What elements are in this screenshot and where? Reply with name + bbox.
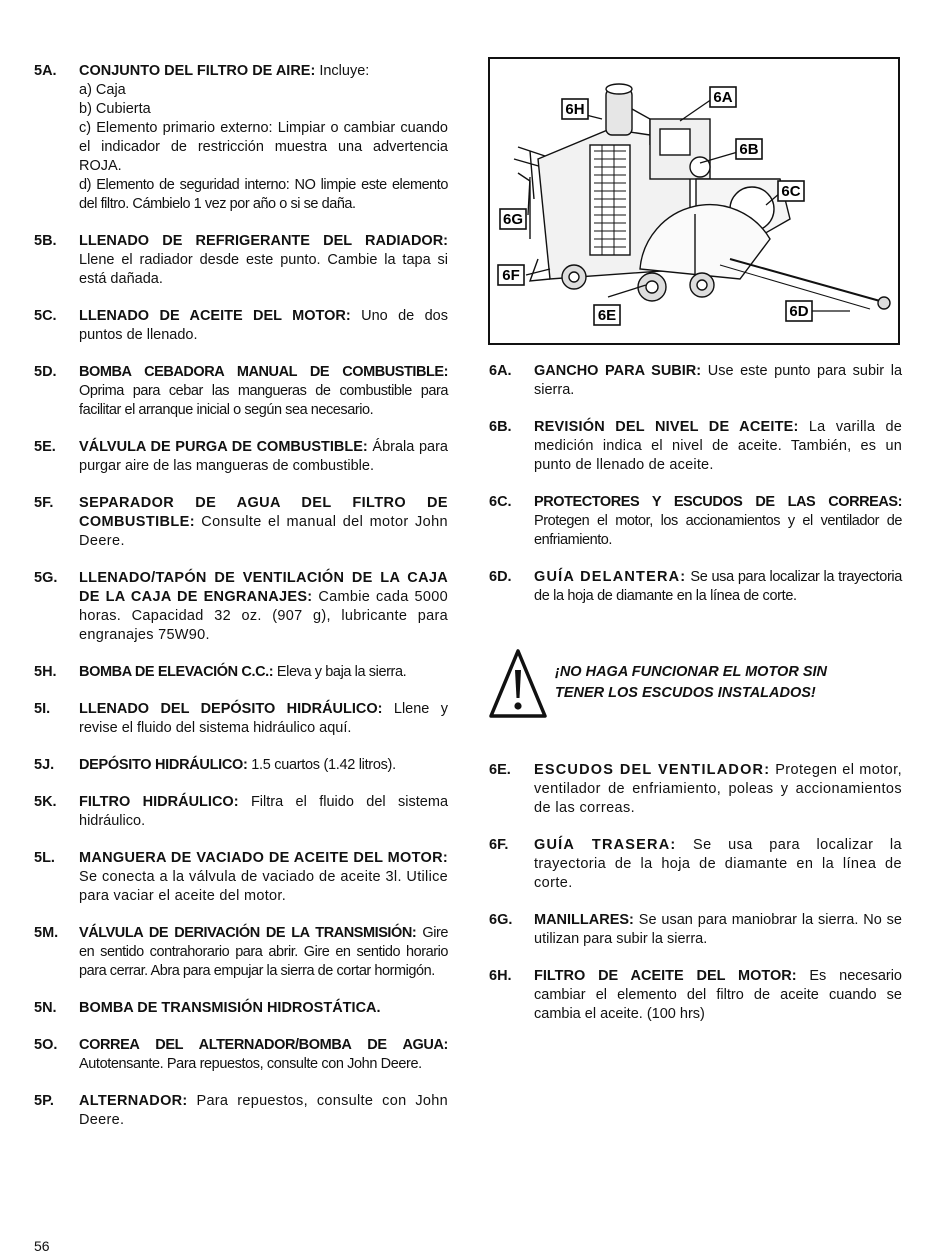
entry-subline: a) Caja bbox=[79, 82, 126, 98]
entry-title: LLENADO/TAPÓN DE VENTILACIÓN DE LA CAJA DE LA CAJA DE ENGRANAJES: bbox=[79, 570, 448, 605]
entry-code: 5K. bbox=[34, 794, 57, 810]
entry-5f bbox=[34, 494, 448, 551]
entry-text: Eleva y baja la sierra. bbox=[276, 664, 407, 680]
warning-triangle-icon bbox=[488, 648, 548, 720]
warning-line-2: TENER LOS ESCUDOS INSTALADOS! bbox=[555, 685, 816, 701]
entry-title: ALTERNADOR: bbox=[79, 1093, 188, 1109]
entry-subline: d) Elemento de seguridad interno: NO limpie este elemento del filtro. Cámbielo 1 vez por año o si se daña. bbox=[79, 177, 448, 212]
entry-title: GANCHO PARA SUBIR: bbox=[534, 363, 702, 379]
entry-title: PROTECTORES Y ESCUDOS DE LAS CORREAS: bbox=[534, 494, 902, 510]
entry-code: 5L. bbox=[34, 850, 55, 866]
entry-title: CORREA DEL ALTERNADOR/BOMBA DE AGUA: bbox=[79, 1037, 448, 1053]
page-number: 56 bbox=[34, 1238, 50, 1254]
entry-subline: c) Elemento primario externo: Limpiar o cambiar cuando el indicador de restricción muestra una advertencia ROJA. bbox=[79, 120, 448, 174]
entry-code: 5A. bbox=[34, 63, 57, 79]
entry-6d bbox=[489, 568, 902, 606]
entry-text: Uno de dos puntos de llenado. bbox=[79, 308, 449, 343]
entry-text: Llene el radiador desde este punto. Cambie la tapa si está dañada. bbox=[79, 252, 448, 287]
entry-6c bbox=[489, 493, 902, 550]
entry-5l bbox=[34, 849, 448, 906]
entry-title: FILTRO HIDRÁULICO: bbox=[79, 794, 239, 810]
entry-code: 5D. bbox=[34, 364, 57, 380]
entry-5m bbox=[34, 924, 448, 981]
entry-text: Ábrala para purgar aire de las mangueras de combustible. bbox=[79, 439, 448, 474]
entry-code: 5F. bbox=[34, 495, 54, 511]
entry-title: SEPARADOR DE AGUA DEL FILTRO DE COMBUSTIBLE: bbox=[79, 495, 448, 530]
entry-code: 5M. bbox=[34, 925, 59, 941]
entry-text: Gire en sentido contrahorario para abrir. Gire en sentido horario para cerrar. Abra para empujar la sierra de cortar hormigón. bbox=[79, 925, 448, 979]
entry-text: 1.5 cuartos (1.42 litros). bbox=[251, 757, 396, 773]
callout-6a-label: 6A bbox=[713, 89, 733, 106]
entry-title: VÁLVULA DE DERIVACIÓN DE LA TRANSMISIÓN: bbox=[79, 925, 417, 941]
left-column bbox=[34, 62, 448, 1148]
entry-text: Llene y revise el fluido del sistema hidráulico aquí. bbox=[79, 701, 449, 736]
entry-text: Protegen el motor, los accionamientos y el ventilador de enfriamiento. bbox=[534, 513, 902, 548]
right-column-lower bbox=[489, 761, 902, 1042]
entry-title: REVISIÓN DEL NIVEL DE ACEITE: bbox=[534, 419, 799, 435]
entry-code: 6E. bbox=[489, 762, 511, 778]
entry-text: Autotensante. Para repuestos, consulte con John Deere. bbox=[79, 1056, 422, 1072]
entry-code: 5P. bbox=[34, 1093, 54, 1109]
callout-6e-label: 6E bbox=[597, 307, 617, 324]
entry-text: Filtra el fluido del sistema hidráulico. bbox=[79, 794, 449, 829]
entry-6g bbox=[489, 911, 902, 949]
entry-code: 6G. bbox=[489, 912, 513, 928]
entry-5c bbox=[34, 307, 448, 345]
entry-title: MANGUERA DE VACIADO DE ACEITE DEL MOTOR: bbox=[79, 850, 448, 866]
entry-code: 6F. bbox=[489, 837, 509, 853]
warning-text bbox=[555, 662, 895, 704]
entry-code: 5J. bbox=[34, 757, 55, 773]
entry-title: DEPÓSITO HIDRÁULICO: bbox=[79, 757, 248, 773]
entry-title: LLENADO DE REFRIGERANTE DEL RADIADOR: bbox=[79, 233, 448, 249]
entry-text: Protegen el motor, ventilador de enfriamiento, poleas y accionamientos de las correas. bbox=[534, 762, 902, 816]
entry-title: CONJUNTO DEL FILTRO DE AIRE: bbox=[79, 63, 316, 79]
entry-code: 6B. bbox=[489, 419, 512, 435]
entry-5b bbox=[34, 232, 448, 289]
entry-text: Cambie cada 5000 horas. Capacidad 32 oz. (907 g), lubricante para engranajes 75W90. bbox=[79, 589, 448, 643]
entry-title: BOMBA CEBADORA MANUAL DE COMBUSTIBLE: bbox=[79, 364, 448, 380]
entry-code: 5E. bbox=[34, 439, 56, 455]
entry-6a bbox=[489, 362, 902, 400]
entry-6h bbox=[489, 967, 902, 1024]
entry-code: 5H. bbox=[34, 664, 57, 680]
entry-code: 6D. bbox=[489, 569, 512, 585]
entry-5d bbox=[34, 363, 448, 420]
entry-text: Oprima para cebar las mangueras de combustible para facilitar el arranque inicial o según sea necesario. bbox=[79, 383, 448, 418]
entry-text: Para repuestos, consulte con John Deere. bbox=[79, 1093, 448, 1128]
entry-code: 6C. bbox=[489, 494, 512, 510]
entry-title: LLENADO DE ACEITE DEL MOTOR: bbox=[79, 308, 351, 324]
entry-text: La varilla de medición indica el nivel de aceite. También, es un punto de llenado de aceite. bbox=[534, 419, 902, 473]
callout-6g-label: 6G bbox=[502, 211, 524, 228]
entry-text: Se usa para localizar la trayectoria de la hoja de diamante en la línea de corte. bbox=[534, 569, 903, 604]
entry-subline: b) Cubierta bbox=[79, 101, 151, 117]
saw-diagram bbox=[490, 59, 898, 343]
entry-6f bbox=[489, 836, 902, 893]
entry-title: GUÍA DELANTERA: bbox=[534, 569, 687, 585]
entry-code: 5I. bbox=[34, 701, 51, 717]
entry-5g bbox=[34, 569, 448, 645]
entry-code: 5G. bbox=[34, 570, 58, 586]
entry-text: Use este punto para subir la sierra. bbox=[534, 363, 903, 398]
entry-6b bbox=[489, 418, 902, 475]
entry-code: 6H. bbox=[489, 968, 512, 984]
entry-5e bbox=[34, 438, 448, 476]
entry-title: GUÍA TRASERA: bbox=[534, 837, 677, 853]
callout-6f-label: 6F bbox=[502, 267, 520, 284]
entry-5h bbox=[34, 663, 448, 682]
entry-code: 6A. bbox=[489, 363, 512, 379]
callout-6d-label: 6D bbox=[789, 303, 809, 320]
entry-title: ESCUDOS DEL VENTILADOR: bbox=[534, 762, 771, 778]
entry-5k bbox=[34, 793, 448, 831]
entry-6e bbox=[489, 761, 902, 818]
entry-code: 5N. bbox=[34, 1000, 57, 1016]
entry-5p bbox=[34, 1092, 448, 1130]
warning-box bbox=[488, 648, 902, 723]
entry-text: Incluye: bbox=[319, 63, 370, 79]
entry-5n bbox=[34, 999, 448, 1018]
entry-title: BOMBA DE TRANSMISIÓN HIDROSTÁTICA. bbox=[79, 1000, 381, 1016]
entry-title: VÁLVULA DE PURGA DE COMBUSTIBLE: bbox=[79, 439, 368, 455]
entry-text: Se conecta a la válvula de vaciado de aceite 3l. Utilice para vaciar el aceite del motor. bbox=[79, 869, 448, 904]
entry-5o bbox=[34, 1036, 448, 1074]
callout-6h-label: 6H bbox=[565, 101, 585, 118]
entry-text: Consulte el manual del motor John Deere. bbox=[79, 514, 448, 549]
entry-title: BOMBA DE ELEVACIÓN C.C.: bbox=[79, 664, 274, 680]
entry-code: 5O. bbox=[34, 1037, 58, 1053]
entry-text: Se usan para maniobrar la sierra. No se utilizan para subir la sierra. bbox=[534, 912, 902, 947]
entry-code: 5C. bbox=[34, 308, 57, 324]
entry-title: FILTRO DE ACEITE DEL MOTOR: bbox=[534, 968, 797, 984]
right-column bbox=[489, 362, 902, 624]
entry-5a bbox=[34, 62, 448, 214]
entry-text: Es necesario cambiar el elemento del filtro de aceite cuando se cambia el aceite. (100 hrs) bbox=[534, 968, 902, 1022]
warning-line-1: ¡NO HAGA FUNCIONAR EL MOTOR SIN bbox=[555, 664, 828, 680]
entry-title: MANILLARES: bbox=[534, 912, 634, 928]
callout-6b-label: 6B bbox=[739, 141, 759, 158]
entry-code: 5B. bbox=[34, 233, 57, 249]
entry-5j bbox=[34, 756, 448, 775]
callout-6c-label: 6C bbox=[781, 183, 801, 200]
entry-text: Se usa para localizar la trayectoria de la hoja de diamante en la línea de corte. bbox=[534, 837, 902, 891]
saw-diagram-frame bbox=[488, 57, 900, 345]
entry-title: LLENADO DEL DEPÓSITO HIDRÁULICO: bbox=[79, 701, 383, 717]
entry-5i bbox=[34, 700, 448, 738]
